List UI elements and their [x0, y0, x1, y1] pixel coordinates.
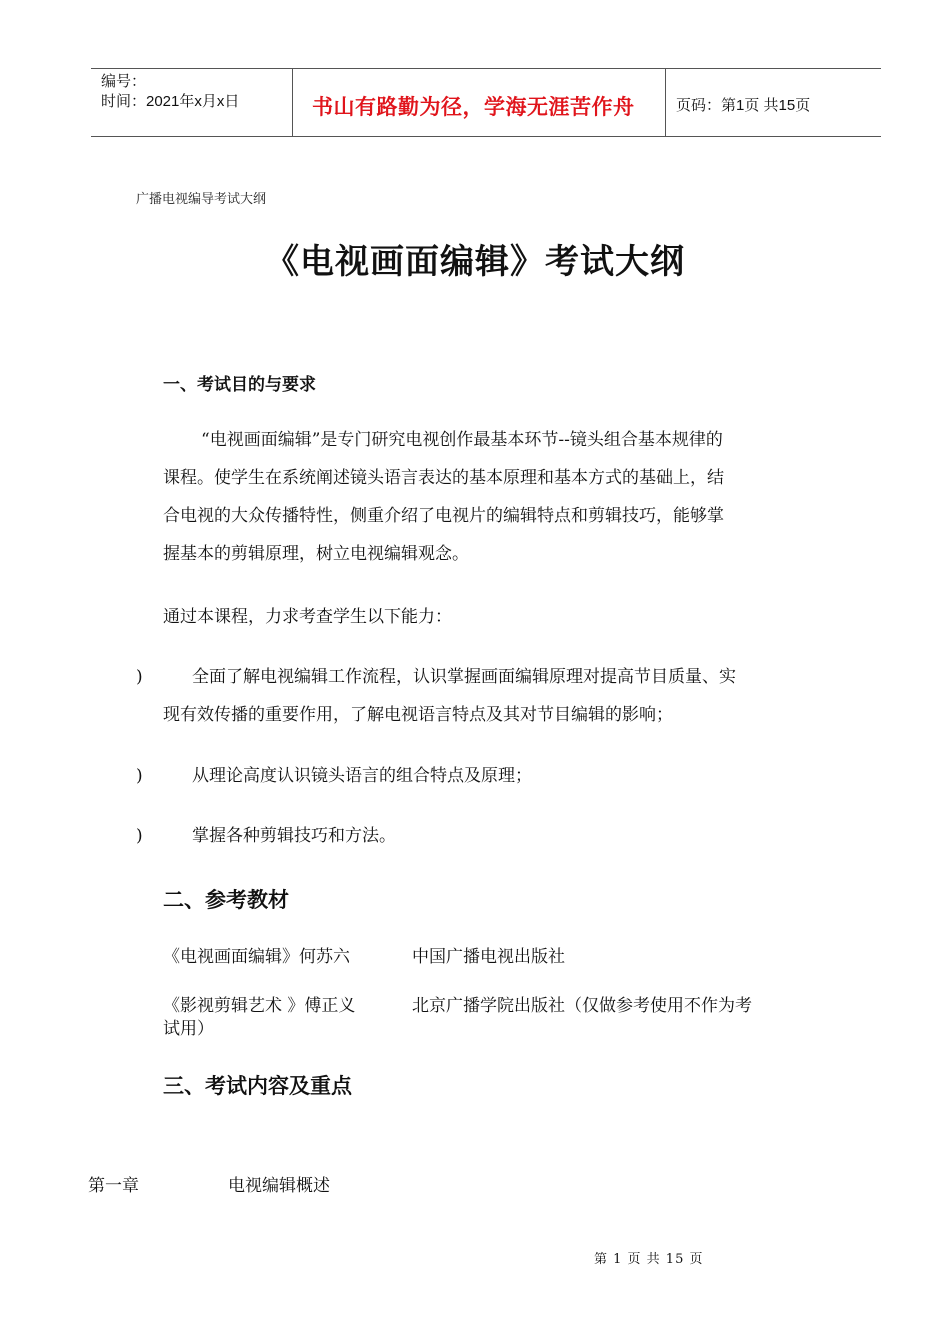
list-item-text-continuation: 现有效传播的重要作用，了解电视语言特点及其对节目编辑的影响；	[163, 705, 673, 725]
header-top-rule	[91, 68, 881, 69]
paragraph-line: 合电视的大众传播特性，侧重介绍了电视片的编辑特点和剪辑技巧，能够掌	[163, 506, 724, 526]
list-item-text: 从理论高度认识镜头语言的组合特点及原理；	[192, 766, 532, 786]
running-title: 广播电视编导考试大纲	[136, 192, 267, 207]
header-motto: 书山有路勤为径，学海无涯苦作舟	[312, 94, 635, 119]
list-item-text: 掌握各种剪辑技巧和方法。	[192, 826, 396, 846]
list-item-marker: )	[136, 667, 143, 687]
chapter-label: 第一章	[88, 1176, 139, 1196]
book-title-author: 《电视画面编辑》何苏六	[163, 947, 350, 967]
list-item-marker: )	[136, 766, 143, 786]
header-divider-left	[292, 68, 293, 136]
section-1-paragraph-1	[163, 421, 843, 573]
header-time-label: 时间：2021年x月x日	[101, 93, 240, 110]
header-page-info: 页码：第1页 共15页	[676, 97, 811, 114]
document-title: 《电视画面编辑》考试大纲	[265, 242, 685, 282]
book-publisher: 北京广播学院出版社（仅做参考使用不作为考	[412, 996, 752, 1016]
section-1-heading: 一、考试目的与要求	[163, 375, 316, 395]
chapter-title: 电视编辑概述	[228, 1176, 330, 1196]
paragraph-line: 握基本的剪辑原理，树立电视编辑观念。	[163, 544, 469, 564]
header-number-label: 编号：	[101, 73, 147, 90]
list-item-text: 全面了解电视编辑工作流程，认识掌握画面编辑原理对提高节目质量、实	[192, 667, 736, 687]
page-footer: 第 1 页 共 15 页	[594, 1252, 704, 1267]
book-title-author: 《影视剪辑艺术 》傅正义	[163, 996, 356, 1016]
book-publisher-continuation: 试用）	[163, 1019, 214, 1039]
header-divider-right	[665, 68, 666, 136]
section-2-heading: 二、参考教材	[163, 887, 289, 912]
paragraph-line: “电视画面编辑”是专门研究电视创作最基本环节--镜头组合基本规律的	[201, 430, 723, 450]
section-3-heading: 三、考试内容及重点	[163, 1073, 352, 1098]
book-publisher: 中国广播电视出版社	[412, 947, 565, 967]
header-bottom-rule	[91, 136, 881, 137]
paragraph-line: 课程。使学生在系统阐述镜头语言表达的基本原理和基本方式的基础上，结	[163, 468, 724, 488]
list-item-marker: )	[136, 826, 143, 846]
section-1-paragraph-2: 通过本课程，力求考查学生以下能力：	[163, 607, 452, 627]
